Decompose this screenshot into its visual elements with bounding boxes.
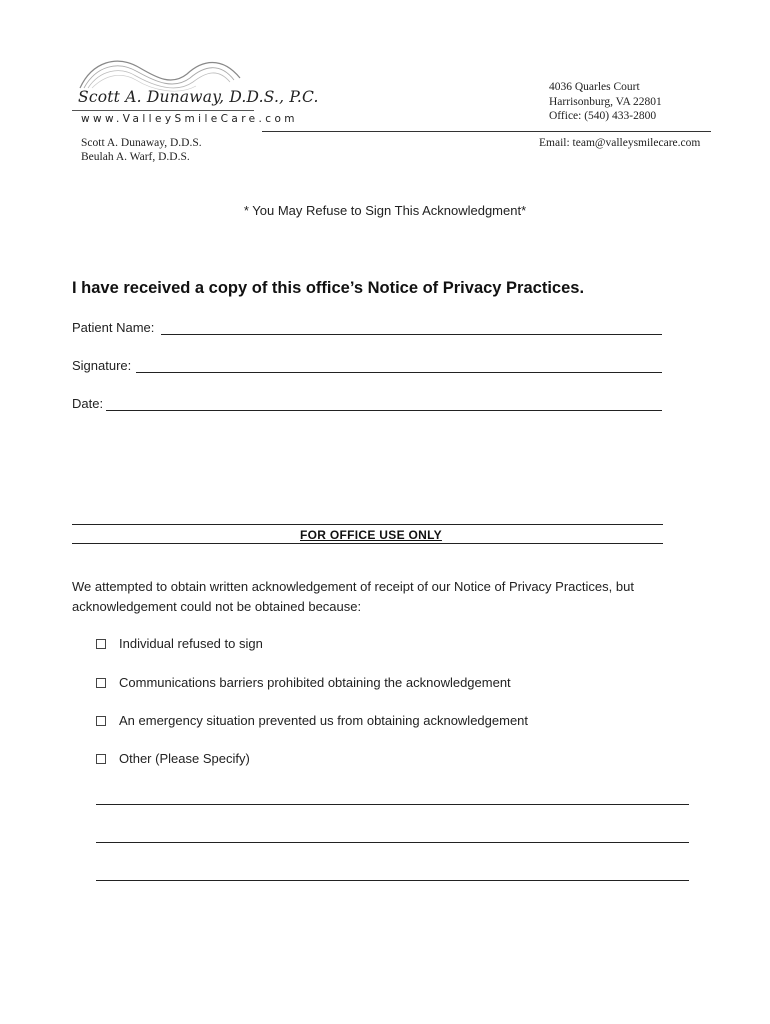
doctor-name: Beulah A. Warf, D.D.S. (81, 151, 190, 163)
option-refused[interactable] (96, 636, 263, 651)
option-label: An emergency situation prevented us from obtaining acknowledgement (119, 713, 529, 728)
option-label: Other (Please Specify) (119, 751, 250, 766)
refuse-note: * You May Refuse to Sign This Acknowledgment* (243, 203, 527, 218)
signature-field[interactable] (136, 372, 662, 373)
patient-name-label: Patient Name: (72, 320, 155, 335)
checkbox[interactable] (96, 716, 106, 726)
address-line: 4036 Quarles Court (549, 81, 640, 93)
option-label: Individual refused to sign (119, 636, 263, 651)
option-emergency[interactable] (96, 713, 528, 728)
checkbox[interactable] (96, 754, 106, 764)
specify-line[interactable] (96, 804, 689, 805)
specify-line[interactable] (96, 842, 689, 843)
date-field[interactable] (106, 410, 662, 411)
office-use-top-rule (72, 524, 663, 525)
office-email: Email: team@valleysmilecare.com (539, 137, 701, 149)
address-line: Harrisonburg, VA 22801 (549, 96, 662, 108)
checkbox[interactable] (96, 678, 106, 688)
specify-line[interactable] (96, 880, 689, 881)
patient-name-field[interactable] (161, 334, 662, 335)
address-line: Office: (540) 433-2800 (549, 110, 657, 122)
logo-underline (72, 110, 254, 111)
office-use-title: FOR OFFICE USE ONLY (300, 528, 442, 542)
office-use-bottom-rule (72, 543, 663, 544)
option-communication-barriers[interactable] (96, 675, 511, 690)
practice-website: www.ValleySmileCare.com (81, 113, 298, 125)
practice-name: Scott A. Dunaway, D.D.S., P.C. (78, 88, 319, 106)
date-label: Date: (72, 396, 104, 411)
option-other[interactable] (96, 751, 250, 766)
acknowledgment-heading: I have received a copy of this office’s Notice of Privacy Practices. (72, 279, 585, 297)
option-label: Communications barriers prohibited obtaining the acknowledgement (119, 675, 511, 690)
header-divider (262, 131, 711, 132)
doctor-name: Scott A. Dunaway, D.D.S. (81, 137, 202, 149)
office-use-paragraph: We attempted to obtain written acknowledgement of receipt of our Notice of Privacy Practices, but acknowledgement could not be obtained because: (72, 579, 634, 614)
checkbox[interactable] (96, 639, 106, 649)
signature-label: Signature: (72, 358, 132, 373)
